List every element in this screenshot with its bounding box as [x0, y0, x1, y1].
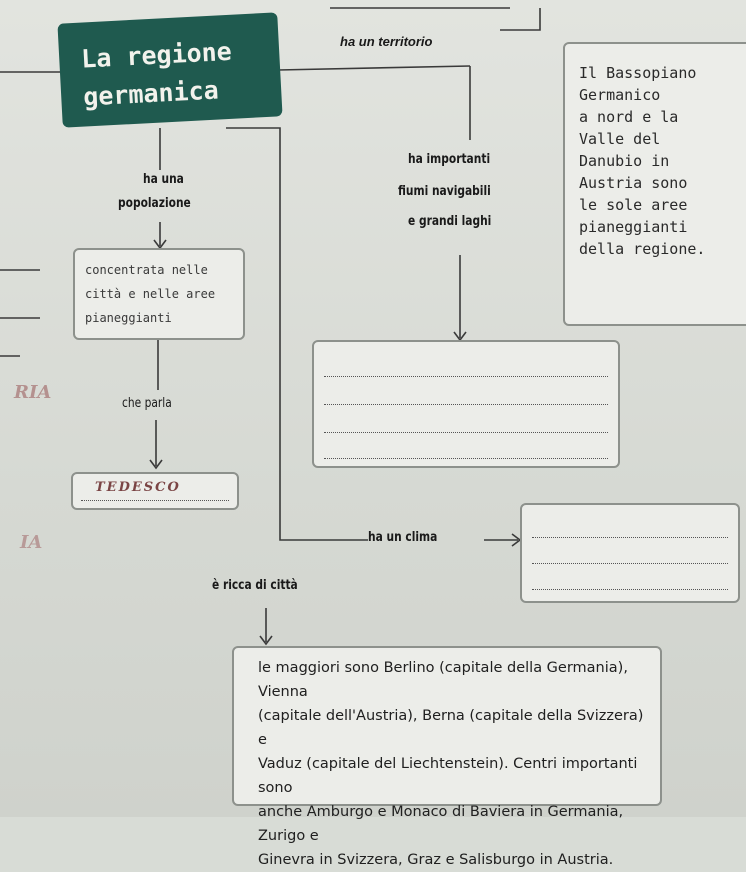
cities-line: Ginevra in Svizzera, Graz e Salisburgo in Austria.	[258, 852, 614, 868]
answer-line	[324, 458, 608, 459]
title-box	[57, 12, 282, 127]
answer-line	[324, 404, 608, 405]
label-clima: ha un clima	[368, 530, 438, 545]
bassopiano-line: Austria sono	[579, 174, 688, 192]
handwriting-left-2: IA	[20, 532, 43, 553]
title-line-1: La regione	[80, 36, 233, 74]
bassopiano-line: le sole aree	[579, 196, 688, 214]
answer-line	[532, 563, 728, 564]
bassopiano-line: Valle del	[579, 130, 661, 148]
cities-line: le maggiori sono Berlino (capitale della Germania), Vienna	[258, 660, 628, 700]
handwritten-answer: TEDESCO	[95, 480, 181, 495]
connector-main-trunk	[226, 128, 368, 540]
label-popolazione-1: ha una	[143, 172, 184, 187]
bassopiano-line: a nord e la	[579, 108, 679, 126]
label-fiumi-1: ha importanti	[408, 152, 491, 167]
cities-line: anche Amburgo e Monaco di Baviera in Germania, Zurigo e	[258, 804, 624, 844]
label-parla: che parla	[122, 396, 172, 411]
label-fiumi-2: fiumi navigabili	[398, 184, 491, 199]
bassopiano-line: della regione.	[579, 240, 706, 258]
label-fiumi-3: e grandi laghi	[408, 214, 492, 229]
clima-answer-box[interactable]	[520, 503, 740, 603]
connector-territorio	[278, 66, 470, 70]
label-territorio: ha un territorio	[340, 34, 433, 49]
concentrata-line: pianeggianti	[85, 311, 172, 325]
cities-line: Vaduz (capitale del Liechtenstein). Centri importanti sono	[258, 756, 638, 796]
bassopiano-line: Danubio in	[579, 152, 670, 170]
language-answer-box[interactable]	[71, 472, 239, 510]
concentrata-line: città e nelle aree	[85, 287, 216, 301]
bassopiano-box	[563, 42, 746, 326]
title-line-2: germanica	[82, 75, 220, 112]
concentrata-line: concentrata nelle	[85, 263, 208, 277]
answer-line	[324, 376, 608, 377]
label-citta: è ricca di città	[212, 578, 298, 593]
answer-line	[532, 537, 728, 538]
answer-line	[324, 432, 608, 433]
cities-line: (capitale dell'Austria), Berna (capitale della Svizzera) e	[258, 708, 644, 748]
bassopiano-line: Germanico	[579, 86, 661, 104]
concentrata-box	[73, 248, 245, 340]
connector-territorio-arrow	[500, 8, 540, 30]
answer-line	[81, 500, 229, 501]
bassopiano-line: pianeggianti	[579, 218, 688, 236]
answer-line	[532, 589, 728, 590]
rivers-answer-box[interactable]	[312, 340, 620, 468]
label-popolazione-2: popolazione	[118, 196, 191, 211]
handwriting-left-1: RIA	[14, 382, 52, 403]
cities-box	[232, 646, 662, 868]
bassopiano-line: Il Bassopiano	[579, 64, 697, 82]
